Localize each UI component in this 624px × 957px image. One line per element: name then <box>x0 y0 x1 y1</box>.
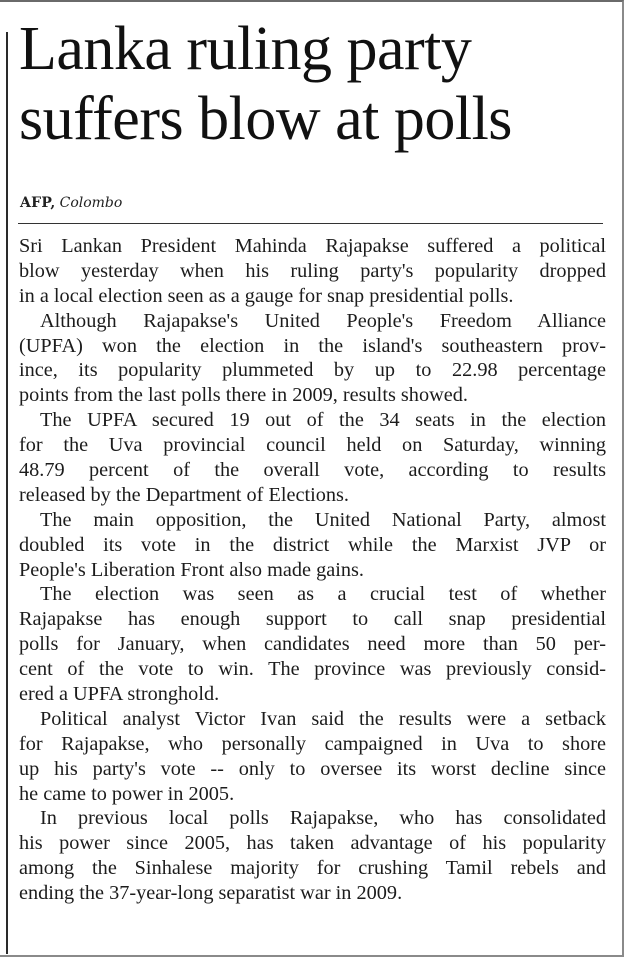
article-line: The UPFA secured 19 out of the 34 seats in the election <box>40 409 606 432</box>
article-line: for Rajapakse, who personally campaigned in Uva to shore <box>19 732 606 755</box>
byline <box>20 194 122 212</box>
article-line: cent of the vote to win. The province was previously consid- <box>19 658 606 681</box>
article-line: The main opposition, the United National Party, almost <box>40 508 606 531</box>
article-line: Rajapakse has enough support to call snap presidential <box>19 608 606 631</box>
article-line: The election was seen as a crucial test of whether <box>40 583 606 606</box>
article-paragraph <box>19 508 606 583</box>
headline-line: Lanka ruling party <box>19 15 472 83</box>
article-line: polls for January, when candidates need more than 50 per- <box>19 633 606 656</box>
article-body <box>19 234 606 906</box>
article-paragraph <box>19 408 606 508</box>
byline-divider <box>18 223 603 224</box>
article-paragraph <box>19 806 606 906</box>
article-paragraph <box>19 234 606 309</box>
article-line: he came to power in 2005. <box>19 782 235 805</box>
article-paragraph <box>19 309 606 409</box>
article-line: in a local election seen as a gauge for snap presidential polls. <box>19 284 514 307</box>
article-line: ending the 37-year-long separatist war in 2009. <box>19 882 403 905</box>
byline-agency: AFP, <box>20 195 56 211</box>
article-line: Political analyst Victor Ivan said the results were a setback <box>40 707 606 730</box>
article-line: ered a UPFA stronghold. <box>19 683 220 706</box>
headline <box>19 14 614 154</box>
article-line: for the Uva provincial council held on Saturday, winning <box>19 434 606 457</box>
article-line: ince, its popularity plummeted by up to 22.98 percentage <box>19 359 606 382</box>
article-line: In previous local polls Rajapakse, who has consolidated <box>40 807 606 830</box>
article-line: 48.79 percent of the overall vote, according to results <box>19 459 606 482</box>
article-line: among the Sinhalese majority for crushing Tamil rebels and <box>19 857 606 880</box>
article-paragraph <box>19 707 606 807</box>
article-line: People's Liberation Front also made gains. <box>19 558 364 581</box>
article-line: his power since 2005, has taken advantage of his popularity <box>19 832 606 855</box>
article-line: points from the last polls there in 2009, results showed. <box>19 384 468 407</box>
article-line: blow yesterday when his ruling party's popularity dropped <box>19 259 606 282</box>
byline-location: Colombo <box>59 195 123 211</box>
headline-line: suffers blow at polls <box>19 85 512 153</box>
article-line: (UPFA) won the election in the island's southeastern prov- <box>19 334 606 357</box>
article-line: up his party's vote -- only to oversee its worst decline since <box>19 757 606 780</box>
article-paragraph <box>19 582 606 706</box>
article-line: doubled its vote in the district while the Marxist JVP or <box>19 533 606 556</box>
article-line: Sri Lankan President Mahinda Rajapakse suffered a political <box>19 235 606 257</box>
article-line: Although Rajapakse's United People's Freedom Alliance <box>40 309 606 332</box>
article-line: released by the Department of Elections. <box>19 483 350 506</box>
column-rule <box>6 32 8 954</box>
